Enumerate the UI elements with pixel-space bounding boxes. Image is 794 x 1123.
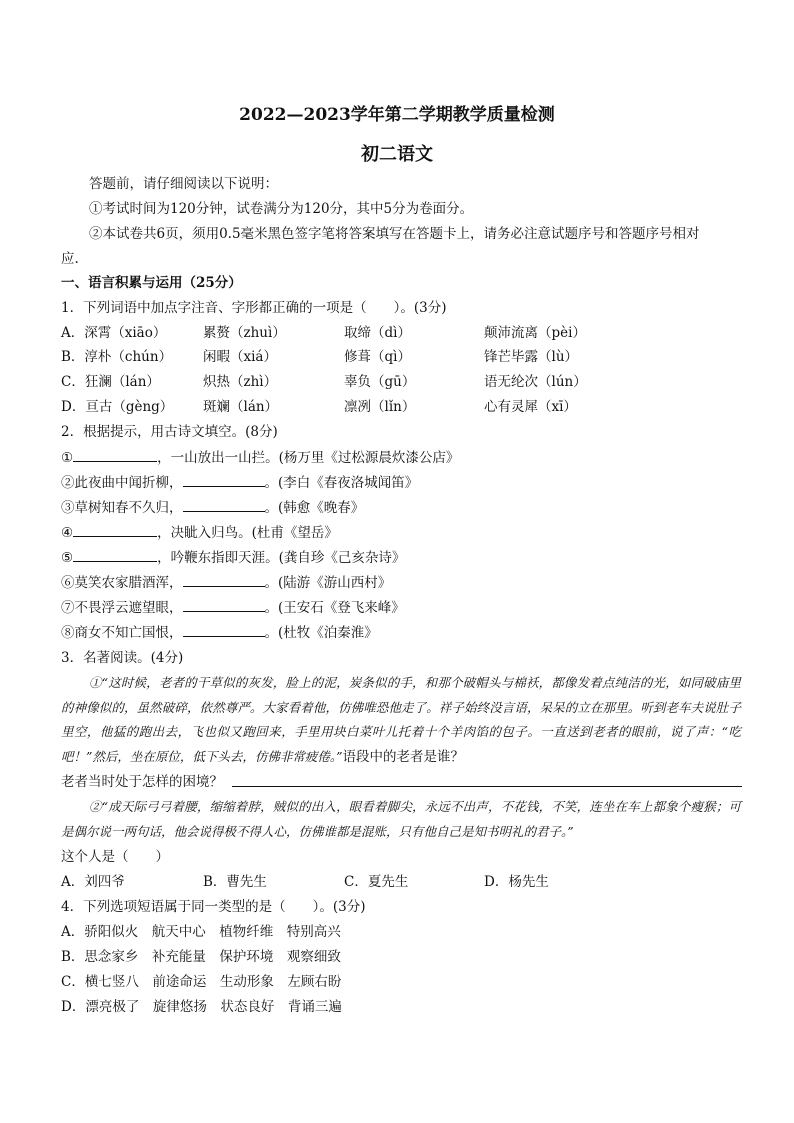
answer-blank[interactable] bbox=[232, 786, 742, 787]
q3-option-a: A．刘四爷 bbox=[61, 874, 125, 890]
q2-item-5 bbox=[61, 547, 405, 568]
q2-item-3 bbox=[61, 497, 364, 518]
q1-word: 颠沛流离（pèi） bbox=[484, 325, 586, 341]
q2-item-4 bbox=[61, 522, 338, 543]
q2-item-source: 。(杜牧《泊秦淮》 bbox=[264, 625, 378, 641]
answer-blank[interactable] bbox=[73, 447, 157, 462]
answer-blank[interactable] bbox=[73, 547, 157, 562]
q3-passage-1-question: 语段中的老者是谁？ bbox=[342, 748, 465, 765]
q1-option-c: C．狂澜（lán） bbox=[61, 374, 160, 390]
q1-word: 辜负（gū） bbox=[344, 374, 416, 390]
q2-item-prefix: ⑤ bbox=[61, 550, 74, 566]
q2-item-source: ，吟鞭东指即天涯。(龚自珍《己亥杂诗》 bbox=[157, 550, 406, 566]
q1-word: 斑斓（lán） bbox=[203, 399, 279, 415]
q2-item-prefix: ⑥莫笑农家腊酒浑， bbox=[61, 575, 183, 591]
instructions-item-2-cont: 应. bbox=[61, 251, 79, 267]
answer-blank[interactable] bbox=[183, 572, 265, 587]
section-1-title: 一、语言积累与运用（25分） bbox=[61, 275, 242, 291]
q2-item-source: 。(李白《春夜洛城闻笛》 bbox=[264, 475, 419, 491]
q2-item-prefix: ⑧商女不知亡国恨， bbox=[61, 625, 183, 641]
q2-item-source: 。(王安石《登飞来峰》 bbox=[264, 600, 405, 616]
q4-option-b: B．思念家乡 补充能量 保护环境 观察细致 bbox=[61, 949, 341, 965]
q1-word: 取缔（dì） bbox=[344, 325, 411, 341]
q4-stem: 4．下列选项短语属于同一类型的是（ ）。(3分) bbox=[61, 899, 366, 915]
answer-blank[interactable] bbox=[183, 472, 265, 487]
answer-blank[interactable] bbox=[183, 622, 265, 637]
instructions-intro: 答题前，请仔细阅读以下说明： bbox=[89, 176, 278, 192]
q1-word: 心有灵犀（xī） bbox=[484, 399, 577, 415]
exam-title: 2022—2023学年第二学期教学质量检测 bbox=[239, 105, 555, 125]
q2-item-prefix: ① bbox=[61, 450, 74, 466]
q3-stem: 3．名著阅读。(4分) bbox=[61, 650, 184, 666]
q3-passage-1-text: ①“这时候，老者的干草似的灰发，脸上的泥，炭条似的手，和那个破帽头与棉袄，都像发着点纯洁的光，如同破庙里的神像似的，虽然破碎，依然尊严。大家看着他，仿佛唯恐他走了。祥子始终没言语，呆呆的立在那里。听到老车夫说肚子里空，他猛的跑出去，飞也似又跑回来，手里用块白菜叶儿托着十个羊肉馅的包子。一直送到老者的眼前，说了声：“吃吧！”然后，坐在原位，低下头去，仿佛非常疲倦。” bbox=[61, 675, 741, 764]
q1-word: 炽热（zhì） bbox=[203, 374, 278, 390]
q2-item-source: ，一山放出一山拦。(杨万里《过松源晨炊漆公店》 bbox=[157, 450, 460, 466]
q2-item-6 bbox=[61, 572, 391, 593]
q3-option-d: D．杨先生 bbox=[484, 874, 549, 890]
q3-passage-1-question-2: 老者当时处于怎样的困境？ bbox=[61, 774, 223, 790]
q1-option-d: D．亘古（gèng） bbox=[61, 399, 174, 415]
answer-blank[interactable] bbox=[73, 522, 157, 537]
exam-subject: 初二语文 bbox=[361, 144, 433, 165]
q3-passage-2-question: 这个人是（ ） bbox=[61, 849, 169, 865]
q1-option-a: A．深霄（xiāo） bbox=[61, 325, 167, 341]
q4-option-d: D．漂亮极了 旋律悠扬 状态良好 背诵三遍 bbox=[61, 999, 342, 1015]
q2-stem: 2．根据提示，用古诗文填空。(8分) bbox=[61, 424, 278, 440]
answer-blank[interactable] bbox=[183, 597, 265, 612]
q2-item-prefix: ④ bbox=[61, 525, 74, 541]
q2-item-source: ，决眦入归鸟。(杜甫《望岳》 bbox=[157, 525, 338, 541]
q1-word: 闲暇（xiá） bbox=[203, 349, 277, 365]
q1-word: 累赘（zhuì） bbox=[203, 325, 286, 341]
q2-item-8 bbox=[61, 622, 378, 643]
q1-word: 锋芒毕露（lù） bbox=[484, 349, 579, 365]
q1-word: 修葺（qì） bbox=[344, 349, 411, 365]
q1-word: 凛冽（lǐn） bbox=[344, 399, 416, 415]
q1-stem: 1．下列词语中加点字注音、字形都正确的一项是（ ）。(3分) bbox=[61, 300, 447, 316]
q2-item-source: 。(陆游《游山西村》 bbox=[264, 575, 392, 591]
q4-option-c: C．横七竖八 前途命运 生动形象 左顾右盼 bbox=[61, 974, 342, 990]
q3-passage-1 bbox=[61, 671, 741, 769]
q2-item-2 bbox=[61, 472, 418, 493]
q1-option-b: B．淳朴（chún） bbox=[61, 349, 173, 365]
instructions-item-2: ②本试卷共6页，须用0.5毫米黑色签字笔将答案填写在答题卡上，请务必注意试题序号和答题序号相对 bbox=[89, 226, 700, 242]
q4-option-a: A．骄阳似火 航天中心 植物纤维 特别高兴 bbox=[61, 924, 341, 940]
q3-option-c: C．夏先生 bbox=[344, 874, 409, 890]
q1-word: 语无纶次（lún） bbox=[484, 374, 587, 390]
q2-item-7 bbox=[61, 597, 405, 618]
q2-item-prefix: ⑦不畏浮云遮望眼， bbox=[61, 600, 183, 616]
instructions-item-1: ①考试时间为120分钟，试卷满分为120分，其中5分为卷面分。 bbox=[89, 201, 474, 217]
q2-item-prefix: ②此夜曲中闻折柳， bbox=[61, 475, 183, 491]
q2-item-source: 。(韩愈《晚春》 bbox=[264, 500, 365, 516]
q2-item-1 bbox=[61, 447, 459, 468]
q3-option-b: B．曹先生 bbox=[203, 874, 267, 890]
q2-item-prefix: ③草树知春不久归， bbox=[61, 500, 183, 516]
answer-blank[interactable] bbox=[183, 497, 265, 512]
q3-passage-2: ②“成天际弓弓着腰，缩缩着脖，贼似的出入，眼看着脚尖，永远不出声，不花钱，不笑，连坐在车上都象个瘦猴；可是偶尔说一两句话，他会说得极不得人心，仿佛谁都是混账，只有他自己是知书明礼的君子。” bbox=[61, 799, 741, 839]
